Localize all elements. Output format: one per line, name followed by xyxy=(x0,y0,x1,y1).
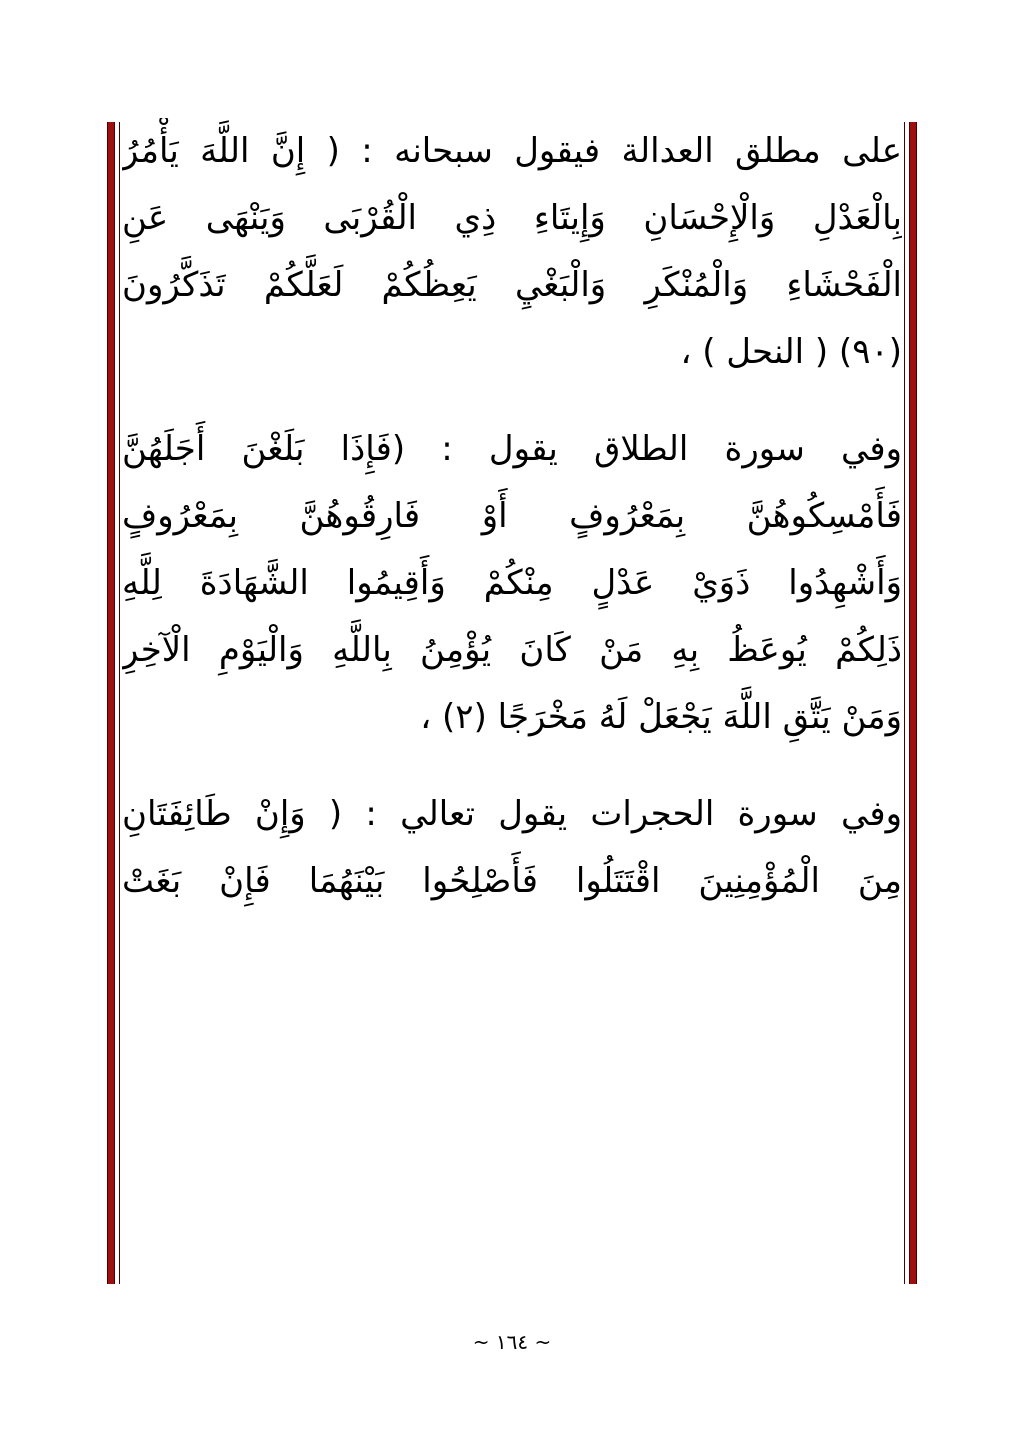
right-border-rule xyxy=(909,122,917,1284)
page-number: ~ ١٦٤ ~ xyxy=(472,1330,552,1354)
page-body-text xyxy=(122,118,902,915)
paragraph-1 xyxy=(122,118,902,386)
paragraph-3 xyxy=(122,781,902,915)
text-line: بِالْعَدْلِ وَالْإِحْسَانِ وَإِيتَاءِ ذِي الْقُرْبَى وَيَنْهَى عَنِ xyxy=(122,198,902,238)
text-line: الْفَحْشَاءِ وَالْمُنْكَرِ وَالْبَغْيِ يَعِظُكُمْ لَعَلَّكُمْ تَذَكَّرُونَ xyxy=(122,265,902,305)
text-line: مِنَ الْمُؤْمِنِينَ اقْتَتَلُوا فَأَصْلِحُوا بَيْنَهُمَا فَإِنْ بَغَتْ xyxy=(122,861,902,901)
paragraph-gap xyxy=(122,386,902,416)
paragraph-2 xyxy=(122,416,902,751)
text-line: (٩٠) ( النحل ) ، xyxy=(680,332,902,372)
text-line: وَأَشْهِدُوا ذَوَيْ عَدْلٍ مِنْكُمْ وَأَقِيمُوا الشَّهَادَةَ لِلَّهِ xyxy=(122,563,902,603)
text-line: وَمَنْ يَتَّقِ اللَّهَ يَجْعَلْ لَهُ مَخْرَجًا (٢) ، xyxy=(420,697,902,737)
text-line: وفي سورة الطلاق يقول : (فَإِذَا بَلَغْنَ أَجَلَهُنَّ xyxy=(122,429,902,469)
text-line: وفي سورة الحجرات يقول تعالي : ( وَإِنْ طَائِفَتَانِ xyxy=(122,794,902,834)
paragraph-gap xyxy=(122,751,902,781)
text-line: على مطلق العدالة فيقول سبحانه : ( إِنَّ اللَّهَ يَأْمُرُ xyxy=(122,131,902,171)
text-line: فَأَمْسِكُوهُنَّ بِمَعْرُوفٍ أَوْ فَارِقُوهُنَّ بِمَعْرُوفٍ xyxy=(122,496,902,536)
text-line: ذَلِكُمْ يُوعَظُ بِهِ مَنْ كَانَ يُؤْمِنُ بِاللَّهِ وَالْيَوْمِ الْآخِرِ xyxy=(122,630,902,670)
left-border-rule xyxy=(107,122,115,1284)
